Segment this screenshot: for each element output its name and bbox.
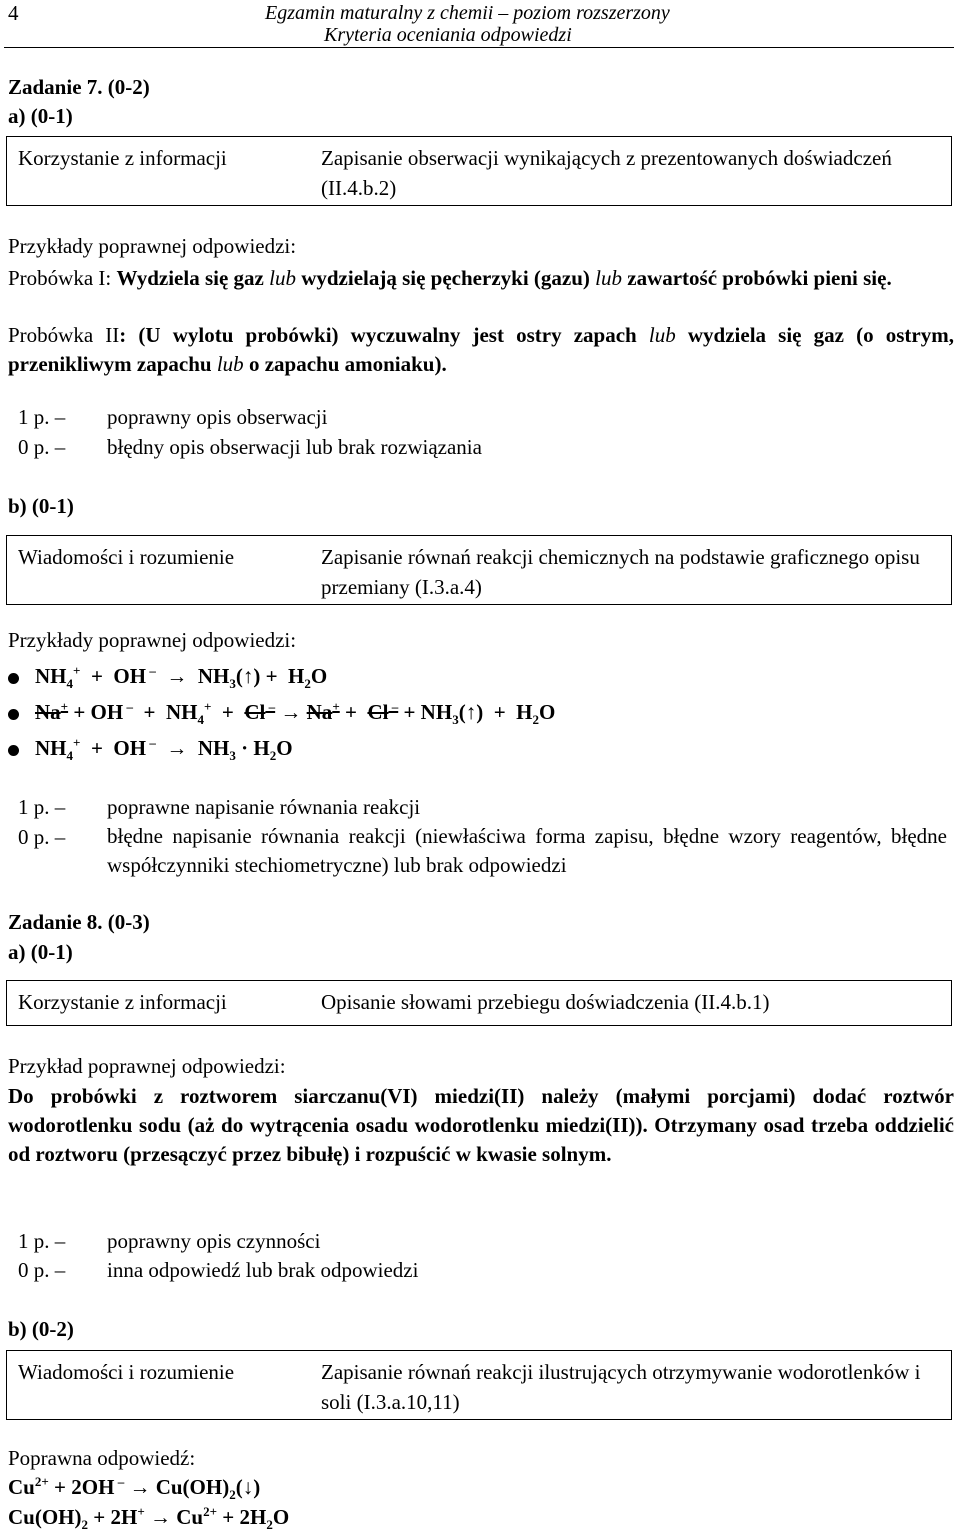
task8a-label: a) (0-1) <box>8 940 73 964</box>
tube2-text-3: o zapachu amoniaku). <box>243 352 447 376</box>
criteria-requirement: Zapisanie obserwacji wynikających z prezentowanych doświadczeń (II.4.b.2) <box>321 146 892 200</box>
header-title: Egzamin maturalny z chemii – poziom rozszerzony <box>265 2 670 24</box>
criteria-area: Wiadomości i rozumienie <box>18 545 235 569</box>
task8a-answer: Do probówki z roztworem siarczanu(VI) miedzi(II) należy (małymi porcjami) dodać roztwór wodorotlenku sodu (aż do wytrącenia osadu wodorotlenku miedzi(II)). Otrzymany osad trzeba oddzielić od roztworu (przesączyć przez bibułę) i rozpuścić w kwasie solnym. <box>8 1084 954 1166</box>
tube1-lub-2: lub <box>595 266 622 290</box>
task7a-score0-text: błędny opis obserwacji lub brak rozwiązania <box>107 435 482 459</box>
tube1-label: Probówka I: <box>8 266 117 290</box>
criteria-area: Korzystanie z informacji <box>18 146 227 170</box>
task7a-answer-tube1 <box>8 264 954 293</box>
tube1-text-3: zawartość probówki pieni się. <box>622 266 892 290</box>
criteria-area: Korzystanie z informacji <box>18 990 227 1014</box>
task8a-score0-label: 0 p. – <box>18 1258 66 1282</box>
criteria-requirement: Zapisanie równań reakcji chemicznych na podstawie graficznego opisu przemiany (I.3.a.4) <box>321 545 920 599</box>
header-rule <box>4 47 954 48</box>
task8a-score1-text: poprawny opis czynności <box>107 1229 321 1253</box>
equation-4: $Cu^{2+} + 2OH$ $^- \to Cu(OH)_2(↓)$ <box>8 1474 261 1502</box>
equation-3: $NH_4^+$ + OH $^- \to NH_3 \cdot H_2O$ <box>35 735 293 763</box>
task7b-score0-text: błędne napisanie równania reakcji (niewłaściwa forma zapisu, błędne wzory reagentów, błędne współczynniki stechiometryczne) lub brak odpowiedzi <box>107 824 947 877</box>
task7b-score1-text: poprawne napisanie równania reakcji <box>107 795 421 819</box>
task8b-label: b) (0-2) <box>8 1317 74 1341</box>
task7b-score1-label: 1 p. – <box>18 795 66 819</box>
tube2-lub-2: lub <box>216 352 244 376</box>
task7a-label: a) (0-1) <box>8 104 73 128</box>
tube2-text-1: : (U wylotu probówki) wyczuwalny jest ostry zapach <box>119 323 649 347</box>
equation-5: $Cu(OH)_2 + 2H^+ \to Cu^{2+} + 2H_2O$ <box>8 1504 290 1532</box>
task7b-score0-label: 0 p. – <box>18 825 66 849</box>
criteria-requirement: Opisanie słowami przebiegu doświadczenia (II.4.b.1) <box>321 990 770 1014</box>
task8a-criteria-box <box>6 980 952 1026</box>
task7a-criteria-box <box>6 136 952 206</box>
task8a-score1-label: 1 p. – <box>18 1229 66 1253</box>
task7b-label: b) (0-1) <box>8 494 74 518</box>
task8b-answer-label: Poprawna odpowiedź: <box>8 1446 196 1470</box>
task7a-examples-label: Przykłady poprawnej odpowiedzi: <box>8 234 297 258</box>
tube2-text-2: wydziela się gaz (o ostrym, przenikliwym zapachu <box>8 323 954 376</box>
bullet <box>8 709 19 720</box>
equation-2: Na+ + OH $^- + NH_4^+ + Cl$ – → Na+ + Cl $^- + NH_3(↑) + H_2O$ <box>35 699 556 727</box>
tube1-text-2: wydzielają się pęcherzyki (gazu) <box>295 266 596 290</box>
bullet <box>8 745 19 756</box>
task7-heading: Zadanie 7. (0-2) <box>8 75 150 99</box>
equation-1: $NH_4^+$ + OH $^- \to NH_3(↑) + H_2O$ <box>35 663 328 691</box>
page-number: 4 <box>8 1 19 25</box>
tube2-lub-1: lub <box>648 323 676 347</box>
task7b-criteria-box <box>6 535 952 605</box>
bullet <box>8 673 19 684</box>
tube2-label: Probówka II <box>8 323 120 347</box>
task7a-answer-tube2 <box>8 321 954 379</box>
task7a-score0-label: 0 p. – <box>18 435 66 459</box>
task8-heading: Zadanie 8. (0-3) <box>8 910 150 934</box>
task8b-criteria-box <box>6 1350 952 1420</box>
criteria-area: Wiadomości i rozumienie <box>18 1360 235 1384</box>
tube1-lub-1: lub <box>269 266 296 290</box>
task7a-score1-label: 1 p. – <box>18 405 66 429</box>
task7a-score1-text: poprawny opis obserwacji <box>107 405 328 429</box>
tube1-text-1: Wydziela się gaz <box>116 266 270 290</box>
task8a-score0-text: inna odpowiedź lub brak odpowiedzi <box>107 1258 419 1282</box>
task8a-example-label: Przykład poprawnej odpowiedzi: <box>8 1054 286 1078</box>
task7b-examples-label: Przykłady poprawnej odpowiedzi: <box>8 628 297 652</box>
criteria-requirement: Zapisanie równań reakcji ilustrujących otrzymywanie wodorotlenków i soli (I.3.a.10,11) <box>321 1360 921 1414</box>
header-subtitle: Kryteria oceniania odpowiedzi <box>324 24 572 46</box>
